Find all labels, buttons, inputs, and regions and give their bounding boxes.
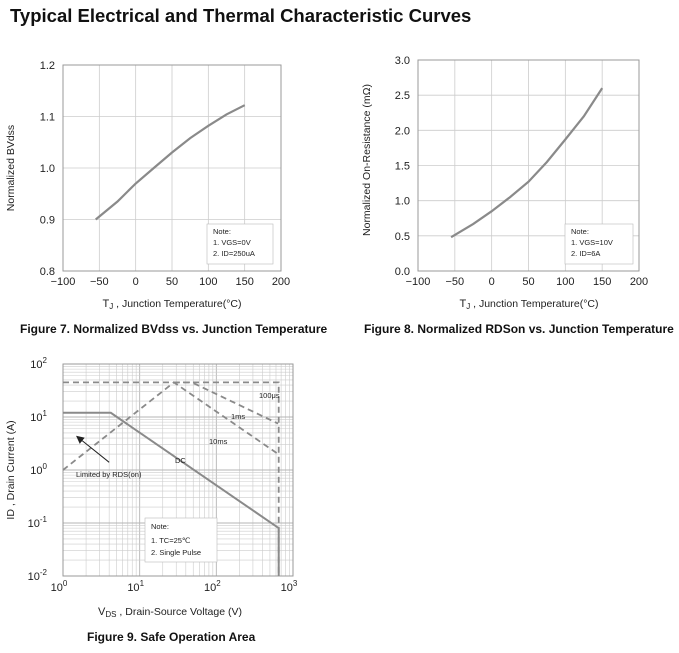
fig9-series-10ms (63, 382, 278, 470)
fig8-ylabel: Normalized On-Resistance (mΩ) (361, 84, 373, 236)
fig9-ytick-label: $10^2$ (30, 356, 47, 371)
fig9-note-line2: 2. Single Pulse (151, 548, 202, 557)
fig9-ylabel: ID , Drain Current (A) (5, 420, 17, 520)
fig9-xlabel: VDS , Drain-Source Voltage (V) (98, 606, 242, 619)
fig7-ytick-label: 0.8 (39, 266, 55, 278)
fig9-label-10ms: 10ms (209, 437, 228, 446)
fig9-label-dc: DC (175, 456, 186, 465)
fig7-xtick-label: −100 (50, 276, 76, 288)
fig8-xtick-label: 100 (556, 276, 575, 288)
fig7-ytick-label: 1.1 (39, 111, 55, 124)
fig7-xtick-label: −50 (89, 276, 109, 288)
fig8-ytick-label: 3.0 (394, 55, 410, 67)
fig8-ytick-label: 2.0 (394, 125, 410, 138)
fig8-xtick-label: −50 (445, 276, 465, 288)
fig7-ytick-label: 1.0 (39, 163, 55, 175)
fig8-xtick-label: −100 (405, 276, 431, 288)
fig8-ytick-label: 0.5 (394, 230, 410, 243)
fig7-xtick-label: 0 (132, 276, 139, 288)
fig7-note-line1: 1. VGS=0V (213, 238, 251, 247)
fig8-ytick-label: 1.0 (394, 195, 410, 208)
fig9-xtick-label: $10^2$ (203, 579, 221, 594)
fig7-xtick-label: 100 (199, 276, 218, 288)
fig7-note-line2: 2. ID=250uA (213, 249, 255, 258)
fig7-xtick-label: 200 (271, 276, 291, 288)
fig9-label-limited: Limited by RDS(on) (76, 470, 142, 479)
fig9-ytick-label: $10^{-2}$ (27, 568, 47, 583)
fig9-xtick-label: $10^3$ (280, 579, 298, 594)
fig8-xtick-label: 0 (488, 276, 495, 288)
fig9-ytick-label: $10^0$ (30, 462, 47, 477)
fig9-series-arrow (78, 437, 110, 462)
fig7-xtick-label: 150 (235, 276, 254, 288)
fig9-ytick-label: $10^{-1}$ (27, 515, 47, 530)
fig9-note-line1: 1. TC=25℃ (151, 536, 191, 545)
fig8-note-line1: 1. VGS=10V (571, 238, 613, 247)
fig7-xtick-label: 50 (165, 276, 179, 288)
fig7-ytick-label: 0.9 (39, 214, 55, 227)
fig7-ytick-label: 1.2 (39, 60, 55, 72)
fig9-xtick-label: $10^0$ (50, 579, 68, 594)
fig9-note-title: Note: (151, 522, 169, 531)
fig9-caption: Figure 9. Safe Operation Area (87, 630, 256, 644)
fig7-ylabel: Normalized BVdss (5, 124, 17, 212)
fig7-xlabel: TJ , Junction Temperature(°C) (102, 298, 242, 311)
fig9-xtick-label: $10^1$ (127, 579, 145, 594)
fig7-caption: Figure 7. Normalized BVdss vs. Junction Temperature (20, 322, 328, 336)
page-title: Typical Electrical and Thermal Characteristic Curves (10, 5, 472, 26)
fig9-label-100us: 100μs (259, 391, 280, 400)
fig8-note-line2: 2. ID=6A (571, 249, 601, 258)
fig8-ytick-label: 2.5 (394, 90, 410, 103)
fig8-xtick-label: 50 (522, 276, 535, 288)
fig7-note-title: Note: (213, 227, 231, 236)
fig8-note-title: Note: (571, 227, 589, 236)
fig8-ytick-label: 0.0 (394, 266, 410, 278)
fig8-caption: Figure 8. Normalized RDSon vs. Junction Temperature (364, 322, 674, 336)
fig8-xtick-label: 200 (629, 276, 649, 288)
fig9-note-box (145, 518, 217, 562)
fig8-xtick-label: 150 (592, 276, 612, 288)
fig8-ytick-label: 1.5 (394, 160, 410, 173)
fig9-ytick-label: $10^1$ (30, 409, 47, 424)
fig9-label-1ms: 1ms (231, 412, 246, 421)
fig8-xlabel: TJ , Junction Temperature(°C) (459, 298, 599, 311)
